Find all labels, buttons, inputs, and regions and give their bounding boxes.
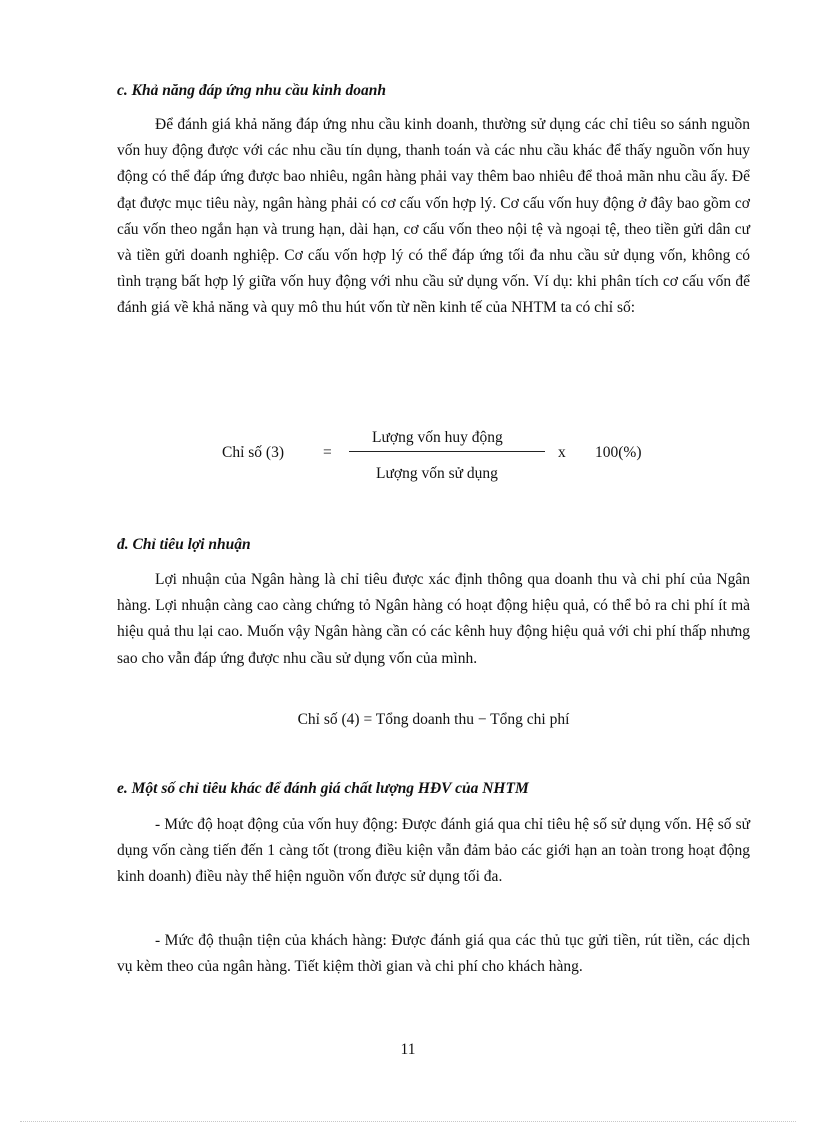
formula-4: Chỉ số (4) = Tổng doanh thu − Tổng chi phí	[297, 711, 570, 728]
formula-3-denominator: Lượng vốn sử dụng	[376, 465, 498, 482]
section-d-paragraph: Lợi nhuận của Ngân hàng là chỉ tiêu được xác định thông qua doanh thu và chi phí của Ngân hàng. Lợi nhuận càng cao càng chứng tỏ Ngân hàng có hoạt động hiệu quả, có thể bỏ ra chi phí ít mà hiệu quả thu lại cao. Muốn vậy Ngân hàng cần có các kênh huy động hiệu quả với chi phí thấp nhưng sao cho vẫn đáp ứng được nhu cầu sử dụng vốn của mình.	[117, 571, 750, 667]
section-e-paragraph-2: - Mức độ thuận tiện của khách hàng: Được đánh giá qua các thủ tục gửi tiền, rút tiền, các dịch vụ kèm theo của ngân hàng. Tiết kiệm thời gian và chi phí cho khách hàng.	[117, 932, 750, 976]
formula-3-numerator: Lượng vốn huy động	[372, 429, 503, 446]
fraction-bar	[349, 451, 545, 452]
section-d-heading: đ. Chỉ tiêu lợi nhuận	[117, 536, 251, 553]
formula-3-label: Chỉ số (3)	[222, 444, 284, 461]
formula-3-equals: =	[323, 444, 332, 461]
page-number: 11	[400, 1041, 416, 1058]
section-e-heading: e. Một số chỉ tiêu khác để đánh giá chất lượng HĐV của NHTM	[117, 780, 529, 797]
formula-3-multiplier: 100(%)	[595, 444, 642, 461]
formula-3-times: x	[558, 444, 566, 461]
footer-divider	[20, 1121, 796, 1122]
section-c-paragraph: Để đánh giá khả năng đáp ứng nhu cầu kinh doanh, thường sử dụng các chỉ tiêu so sánh nguồn vốn huy động được với các nhu cầu tín dụng, thanh toán và các nhu cầu khác để thấy nguồn vốn huy động có thể đáp ứng được bao nhiêu, ngân hàng phải vay thêm bao nhiêu để thoả mãn nhu cầu ấy. Để đạt được mục tiêu này, ngân hàng phải có cơ cấu vốn hợp lý. Cơ cấu vốn huy động ở đây bao gồm cơ cấu vốn theo ngắn hạn và trung hạn, dài hạn, cơ cấu vốn theo nội tệ và ngoại tệ, theo tiền gửi dân cư và tiền gửi doanh nghiệp. Cơ cấu vốn hợp lý có thể đáp ứng tối đa nhu cầu sử dụng vốn, không có tình trạng bất hợp lý giữa vốn huy động với nhu cầu sử dụng vốn. Ví dụ: khi phân tích cơ cấu vốn để đánh giá về khả năng và quy mô thu hút vốn từ nền kinh tế của NHTM ta có chỉ số:	[117, 116, 750, 317]
section-e-paragraph-1: - Mức độ hoạt động của vốn huy động: Được đánh giá qua chỉ tiêu hệ số sử dụng vốn. Hệ số sử dụng vốn càng tiến đến 1 càng tốt (trong điều kiện vẫn đảm bảo các giới hạn an toàn trong hoạt động kinh doanh) điều này thể hiện nguồn vốn được sử dụng tối đa.	[117, 816, 750, 886]
section-c-heading: c. Khả năng đáp ứng nhu cầu kinh doanh	[117, 82, 387, 99]
